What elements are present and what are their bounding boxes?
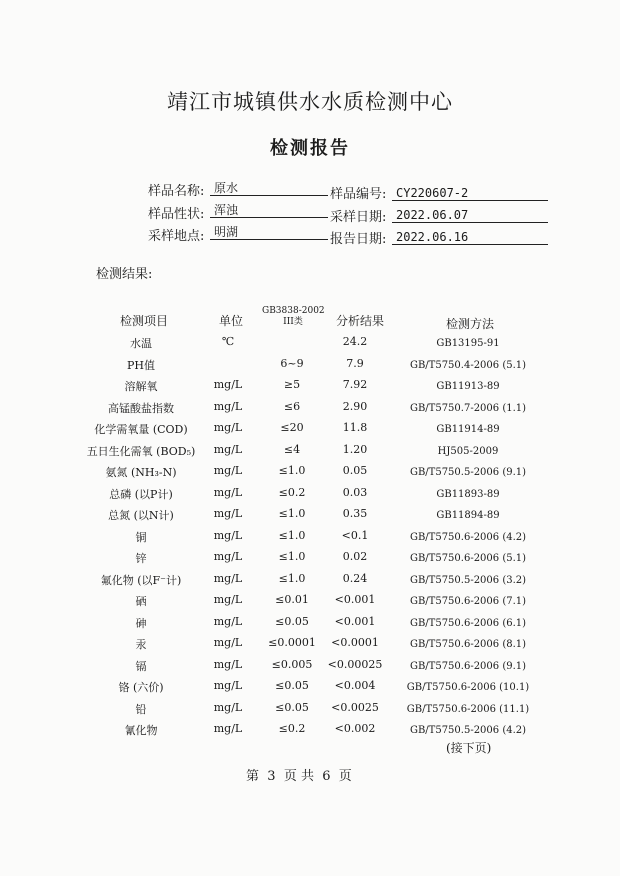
cell-result: 0.02 [342,550,368,563]
cell-method: GB/T5750.6-2006 (10.1) [406,682,530,693]
report-title: 检测报告 [270,138,350,159]
cell-result: 24.2 [342,335,368,348]
cell-method: GB/T5750.5-2006 (3.2) [409,575,527,586]
sampling-site-value: 明湖 [210,224,328,240]
cell-std: ≤1.0 [278,464,306,477]
cell-std: ≤0.0001 [268,636,316,649]
cell-std: ≤0.005 [271,658,313,671]
sample-property-label: 样品性状: [148,207,205,222]
cell-method: GB/T5750.5-2006 (9.1) [409,467,527,478]
cell-unit: mg/L [213,378,243,391]
cell-unit: mg/L [213,464,243,477]
cell-result: 2.90 [342,400,368,413]
cell-method: GB/T5750.6-2006 (11.1) [406,704,530,715]
page-mid: 页 共 [283,769,314,784]
cell-method: GB/T5750.6-2006 (9.1) [409,661,527,672]
cell-std: ≤4 [283,443,301,456]
cell-method: GB/T5750.6-2006 (8.1) [409,639,527,650]
cell-std: ≤1.0 [278,572,306,585]
cell-unit: mg/L [213,400,243,413]
cell-unit: mg/L [213,658,243,671]
cell-result: 0.05 [342,464,368,477]
header-method: 检测方法 [446,317,495,331]
cell-method: GB11894-89 [436,510,500,521]
cell-item: 锌 [135,552,147,565]
cell-std: ≤20 [280,421,304,434]
page-prefix: 第 [246,769,260,784]
header-item: 检测项目 [120,314,169,328]
cell-std: ≤0.2 [278,486,306,499]
cell-item: 氰化物 [124,724,158,737]
cell-unit: mg/L [213,636,243,649]
sample-no-label: 样品编号: [330,187,387,202]
cell-unit: ℃ [221,335,235,348]
cell-result: <0.0025 [331,701,379,714]
cell-item: 总磷 (以P计) [109,488,173,501]
page-current: 3 [267,769,276,784]
cell-item: 总氮 (以N计) [108,509,174,522]
cell-item: 砷 [135,617,147,630]
cell-method: HJ505-2009 [437,446,499,457]
cell-std: ≤1.0 [278,550,306,563]
cell-result: <0.0001 [331,636,379,649]
cell-unit: mg/L [213,593,243,606]
report-date-value: 2022.06.16 [392,229,548,245]
cell-unit: mg/L [213,486,243,499]
cell-item: 铅 [135,703,147,716]
continued-note: (接下页) [446,741,492,755]
cell-unit: mg/L [213,701,243,714]
cell-item: 铬 (六价) [118,681,164,694]
cell-unit: mg/L [213,443,243,456]
cell-item: 化学需氧量 (COD) [94,423,188,436]
cell-std: 6~9 [280,357,304,370]
cell-item: PH值 [127,359,155,372]
cell-item: 硒 [135,595,147,608]
cell-method: GB/T5750.7-2006 (1.1) [409,403,527,414]
cell-item: 汞 [135,638,147,651]
sample-name-label: 样品名称: [148,184,205,199]
sample-no-value: CY220607-2 [392,185,548,201]
cell-std: ≤0.01 [275,593,309,606]
cell-result: 1.20 [342,443,368,456]
sample-property-value: 浑浊 [210,202,328,218]
header-result: 分析结果 [336,314,385,328]
cell-method: GB/T5750.6-2006 (7.1) [409,596,527,607]
cell-item: 铜 [135,531,147,544]
cell-item: 镉 [135,660,147,673]
cell-unit: mg/L [213,572,243,585]
cell-unit: mg/L [213,679,243,692]
cell-result: 7.9 [346,357,364,370]
cell-item: 高锰酸盐指数 [108,402,174,415]
sampling-site-label: 采样地点: [148,229,205,244]
cell-item: 氟化物 (以F⁻计) [100,574,182,587]
cell-method: GB/T5750.6-2006 (5.1) [409,553,527,564]
cell-method: GB11914-89 [436,424,500,435]
cell-item: 五日生化需氧 (BOD₅) [86,445,196,458]
cell-unit: mg/L [213,722,243,735]
cell-std: ≤0.05 [275,679,309,692]
header-standard-line2: III类 [283,317,303,327]
cell-std: ≤0.2 [278,722,306,735]
cell-std: ≤0.05 [275,615,309,628]
cell-result: <0.1 [341,529,369,542]
cell-method: GB11893-89 [436,489,500,500]
header-unit: 单位 [219,314,244,328]
cell-std: ≤0.05 [275,701,309,714]
cell-result: 0.24 [342,572,368,585]
results-label: 检测结果: [96,267,153,282]
cell-std: ≥5 [283,378,301,391]
sampling-date-value: 2022.06.07 [392,207,548,223]
cell-result: 0.03 [342,486,368,499]
page-number [246,765,352,784]
report-date-label: 报告日期: [330,232,387,247]
cell-result: <0.001 [334,615,376,628]
cell-result: 7.92 [342,378,368,391]
cell-item: 溶解氧 [124,380,158,393]
cell-method: GB11913-89 [436,381,500,392]
cell-result: <0.004 [334,679,376,692]
sampling-date-label: 采样日期: [330,210,387,225]
cell-std: ≤6 [283,400,301,413]
cell-unit: mg/L [213,421,243,434]
sample-name-value: 原水 [210,180,328,196]
cell-result: 0.35 [342,507,368,520]
cell-std: ≤1.0 [278,529,306,542]
cell-result: <0.002 [334,722,376,735]
cell-unit: mg/L [213,550,243,563]
cell-method: GB13195-91 [436,338,500,349]
header-standard [262,306,324,328]
cell-method: GB/T5750.6-2006 (4.2) [409,532,527,543]
cell-unit: mg/L [213,615,243,628]
cell-unit: mg/L [213,507,243,520]
cell-item: 氨氮 (NH₃-N) [105,466,177,479]
cell-std: ≤1.0 [278,507,306,520]
cell-method: GB/T5750.6-2006 (6.1) [409,618,527,629]
cell-result: <0.00025 [327,658,383,671]
cell-result: 11.8 [342,421,368,434]
page-total: 6 [322,769,331,784]
cell-method: GB/T5750.4-2006 (5.1) [409,360,527,371]
header-standard-line1: GB3838-2002 [262,306,325,316]
cell-method: GB/T5750.5-2006 (4.2) [409,725,527,736]
cell-item: 水温 [130,337,152,350]
cell-unit: mg/L [213,529,243,542]
page-suffix: 页 [338,769,352,784]
org-title: 靖江市城镇供水水质检测中心 [167,90,453,114]
cell-result: <0.001 [334,593,376,606]
